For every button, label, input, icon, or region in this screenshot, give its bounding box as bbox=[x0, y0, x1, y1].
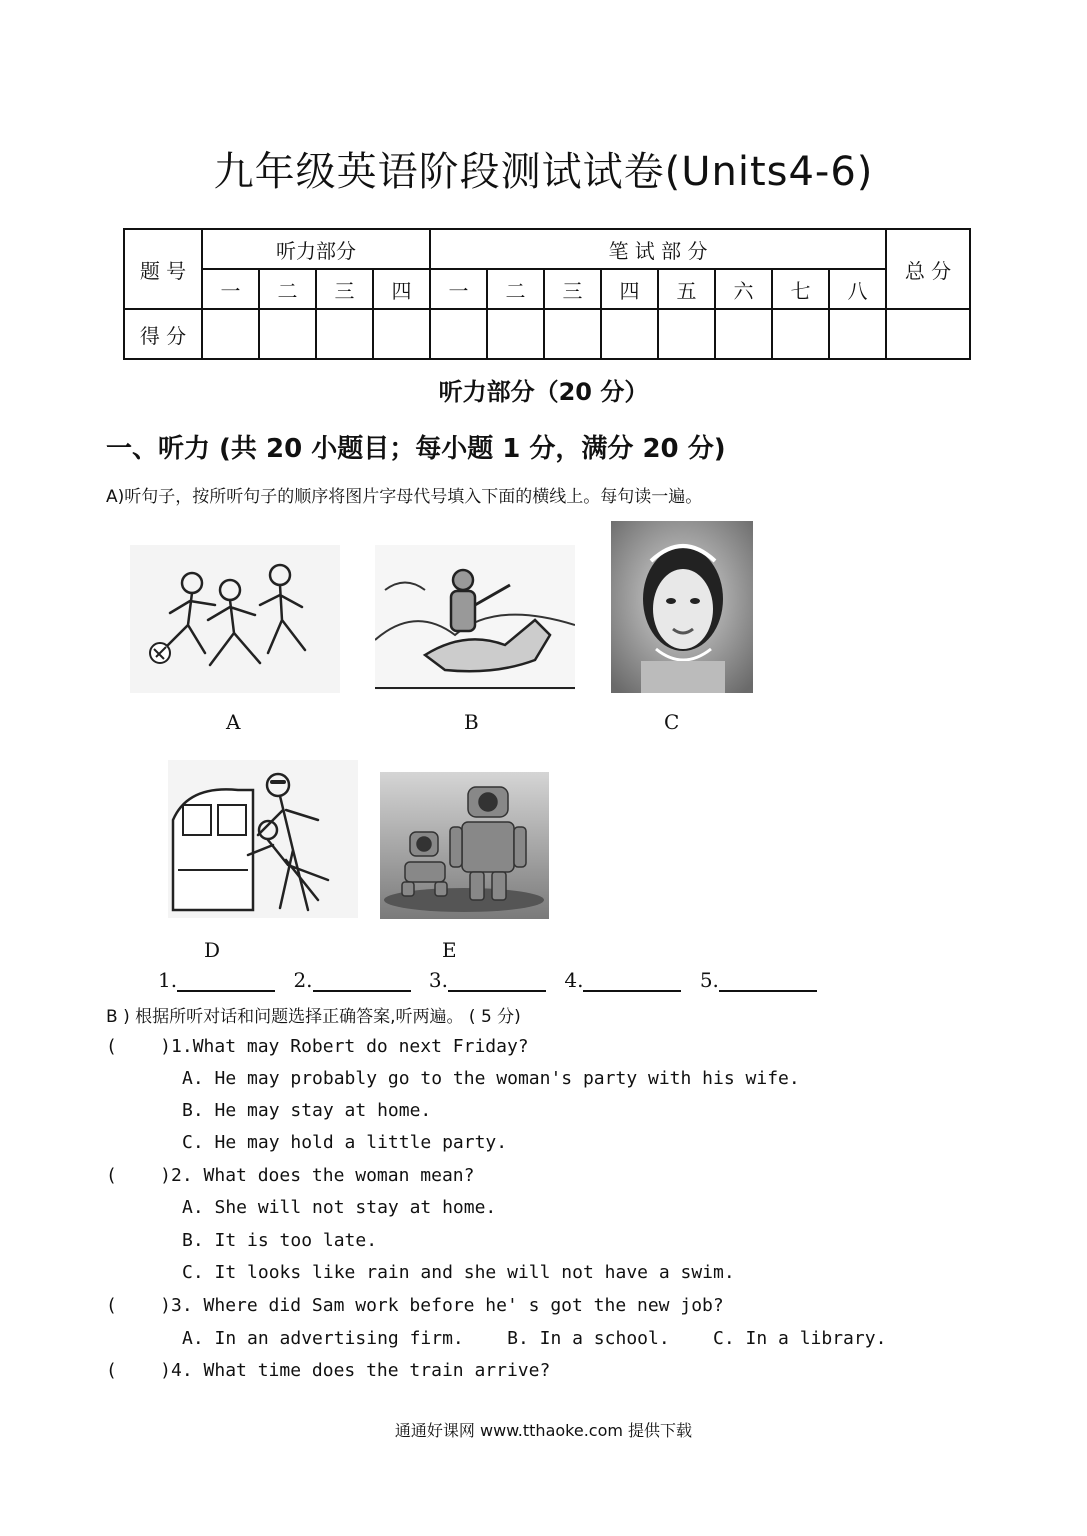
part-one-heading: 一、听力 (共 20 小题目；每小题 1 分，满分 20 分) bbox=[106, 434, 726, 464]
writing-col: 四 bbox=[601, 269, 658, 309]
score-cell[interactable] bbox=[430, 309, 487, 359]
page-footer: 通通好课网 www.tthaoke.com 提供下载 bbox=[394, 1421, 693, 1440]
question-1: ( )1.What may Robert do next Friday? bbox=[106, 1036, 529, 1057]
question-3-options: A. In an advertising firm. B. In a school. C. In a library. bbox=[182, 1328, 887, 1349]
answer-blank[interactable] bbox=[448, 970, 546, 992]
robots-picture bbox=[380, 772, 549, 919]
part-a-instruction: A)听句子，按所听句子的顺序将图片字母代号填入下面的横线上。每句读一遍。 bbox=[106, 487, 703, 507]
writing-col: 二 bbox=[487, 269, 544, 309]
score-cell[interactable] bbox=[715, 309, 772, 359]
score-table bbox=[123, 228, 971, 360]
writing-col: 三 bbox=[544, 269, 601, 309]
score-cell[interactable] bbox=[487, 309, 544, 359]
writing-col: 六 bbox=[715, 269, 772, 309]
section-heading: 听力部分（20 分） bbox=[438, 378, 649, 406]
question-1-option-b: B. He may stay at home. bbox=[182, 1100, 432, 1121]
listening-col: 一 bbox=[202, 269, 259, 309]
score-cell[interactable] bbox=[829, 309, 886, 359]
writing-header: 笔 试 部 分 bbox=[430, 229, 886, 269]
question-2: ( )2. What does the woman mean? bbox=[106, 1165, 475, 1186]
writing-col: 五 bbox=[658, 269, 715, 309]
score-cell[interactable] bbox=[202, 309, 259, 359]
score-cell[interactable] bbox=[316, 309, 373, 359]
score-cell[interactable] bbox=[772, 309, 829, 359]
listening-col: 二 bbox=[259, 269, 316, 309]
score-cell[interactable] bbox=[259, 309, 316, 359]
score-cell[interactable] bbox=[373, 309, 430, 359]
cowboy-on-horse-picture bbox=[375, 545, 575, 690]
princess-portrait-picture bbox=[611, 521, 753, 693]
blank-number: 5. bbox=[699, 968, 719, 992]
blank-number: 4. bbox=[564, 968, 584, 992]
picture-label-b: B bbox=[464, 710, 479, 734]
question-4: ( )4. What time does the train arrive? bbox=[106, 1360, 551, 1381]
writing-col: 八 bbox=[829, 269, 886, 309]
answer-blank[interactable] bbox=[313, 970, 411, 992]
answer-blank[interactable] bbox=[719, 970, 817, 992]
question-2-option-a: A. She will not stay at home. bbox=[182, 1197, 497, 1218]
row-label-question-number: 题 号 bbox=[124, 229, 202, 309]
question-2-option-c: C. It looks like rain and she will not have a swim. bbox=[182, 1262, 735, 1283]
answer-blanks-row bbox=[158, 968, 829, 992]
question-1-option-c: C. He may hold a little party. bbox=[182, 1132, 508, 1153]
row-label-score: 得 分 bbox=[124, 309, 202, 359]
score-cell-total[interactable] bbox=[886, 309, 970, 359]
blank-number: 2. bbox=[293, 968, 313, 992]
picture-label-d: D bbox=[204, 938, 221, 962]
page-title: 九年级英语阶段测试试卷(Units4-6) bbox=[213, 149, 874, 195]
car-kidnapping-picture bbox=[168, 760, 358, 918]
total-header: 总 分 bbox=[886, 229, 970, 309]
answer-blank[interactable] bbox=[583, 970, 681, 992]
score-cell[interactable] bbox=[601, 309, 658, 359]
question-3: ( )3. Where did Sam work before he' s got the new job? bbox=[106, 1295, 724, 1316]
writing-col: 七 bbox=[772, 269, 829, 309]
part-b-instruction: B ) 根据所听对话和问题选择正确答案,听两遍。 ( 5 分) bbox=[106, 1007, 521, 1027]
picture-label-e: E bbox=[442, 938, 457, 962]
score-cell[interactable] bbox=[544, 309, 601, 359]
football-players-picture bbox=[130, 545, 340, 693]
question-1-option-a: A. He may probably go to the woman's party with his wife. bbox=[182, 1068, 800, 1089]
listening-col: 三 bbox=[316, 269, 373, 309]
answer-blank[interactable] bbox=[177, 970, 275, 992]
blank-number: 1. bbox=[158, 968, 178, 992]
listening-col: 四 bbox=[373, 269, 430, 309]
picture-label-c: C bbox=[664, 710, 680, 734]
picture-label-a: A bbox=[226, 710, 241, 734]
score-cell[interactable] bbox=[658, 309, 715, 359]
blank-number: 3. bbox=[428, 968, 448, 992]
writing-col: 一 bbox=[430, 269, 487, 309]
question-2-option-b: B. It is too late. bbox=[182, 1230, 378, 1251]
listening-header: 听力部分 bbox=[202, 229, 430, 269]
